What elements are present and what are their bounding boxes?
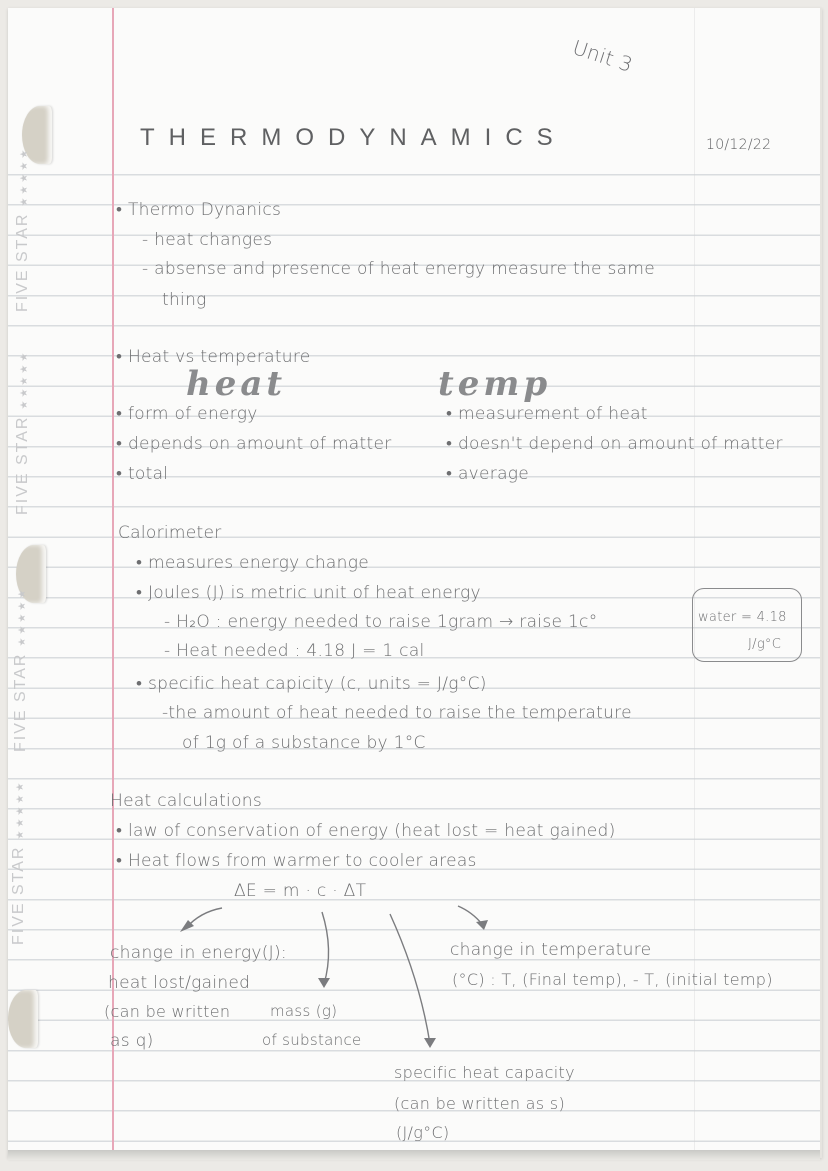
mass-label-2: of substance [262, 1031, 362, 1049]
delta-t-label-1: change in temperature [450, 940, 652, 960]
water-note-line-1: water = 4.18 [698, 610, 787, 625]
calorimeter-point-1: • measures energy change [136, 553, 369, 573]
heat-equation: ΔE = m · c · ΔT [234, 881, 367, 901]
temp-column-header: temp [438, 364, 552, 404]
delta-e-label-4: as q) [110, 1031, 154, 1051]
brand-watermark [14, 350, 32, 515]
brand-watermark [14, 147, 32, 312]
heat-point-3: • total [116, 464, 169, 484]
delta-e-label-3: (can be written [104, 1002, 231, 1021]
delta-t-label-2: (°C) : T, (Final temp), - T, (initial temp) [452, 970, 773, 989]
stars-icon: ★★★★★ [19, 146, 30, 207]
heat-calc-heading: Heat calculations [110, 791, 262, 811]
heat-point-2: • depends on amount of matter [116, 434, 392, 454]
brand-label: FIVE STAR [14, 415, 31, 515]
temp-point-2: • doesn't depend on amount of matter [446, 434, 783, 454]
calorimeter-point-6: -the amount of heat needed to raise the temperature [162, 703, 632, 723]
brand-label: FIVE STAR [14, 212, 31, 312]
thermo-sub-2: - absense and presence of heat energy measure the same [142, 259, 656, 279]
temp-point-1: • measurement of heat [446, 404, 648, 424]
c-label-2: (can be written as s) [394, 1094, 565, 1113]
heat-vs-temp-bullet: • Heat vs temperature [116, 347, 311, 367]
unit-label: Unit 3 [569, 35, 636, 77]
mass-label-1: mass (g) [270, 1002, 338, 1020]
page-bottom-edge [8, 1150, 820, 1160]
calorimeter-point-3: - H₂O : energy needed to raise 1gram → raise 1c° [164, 612, 598, 632]
heat-column-header: heat [186, 364, 287, 404]
stars-icon: ★★★★★ [19, 349, 30, 410]
stars-icon: ★★★★★ [15, 779, 26, 840]
calorimeter-heading: Calorimeter [118, 523, 222, 543]
thermo-sub-3: thing [162, 290, 207, 310]
delta-e-label-1: change in energy(J): [110, 943, 287, 963]
thermo-bullet: • Thermo Dynanics [116, 200, 282, 220]
stars-icon: ★★★★★ [17, 586, 28, 647]
brand-label: FIVE STAR [12, 652, 29, 752]
hole-punch-icon [8, 990, 38, 1048]
temp-point-3: • average [446, 464, 530, 484]
calorimeter-point-5: • specific heat capicity (c, units = J/g°C) [136, 674, 487, 694]
page-title: THERMODYNAMICS [140, 124, 567, 151]
heat-calc-point-1: • law of conservation of energy (heat lost = heat gained) [116, 821, 616, 841]
brand-watermark [12, 587, 30, 752]
heat-point-1: • form of energy [116, 404, 258, 424]
brand-watermark [10, 780, 28, 945]
date-label: 10/12/22 [706, 137, 772, 153]
water-note-box [692, 588, 802, 662]
heat-calc-point-2: • Heat flows from warmer to cooler areas [116, 851, 477, 871]
calorimeter-point-7: of 1g of a substance by 1°C [182, 733, 426, 753]
delta-e-label-2: heat lost/gained [108, 973, 251, 993]
thermo-sub-1: - heat changes [142, 230, 273, 250]
c-label-1: specific heat capacity [394, 1063, 575, 1082]
calorimeter-point-2: • Joules (J) is metric unit of heat energy [136, 583, 481, 603]
calorimeter-point-4: - Heat needed : 4.18 J = 1 cal [164, 641, 425, 661]
brand-label: FIVE STAR [10, 845, 27, 945]
c-label-3: (J/g°C) [396, 1123, 450, 1142]
water-note-line-2: J/g°C [748, 637, 782, 652]
